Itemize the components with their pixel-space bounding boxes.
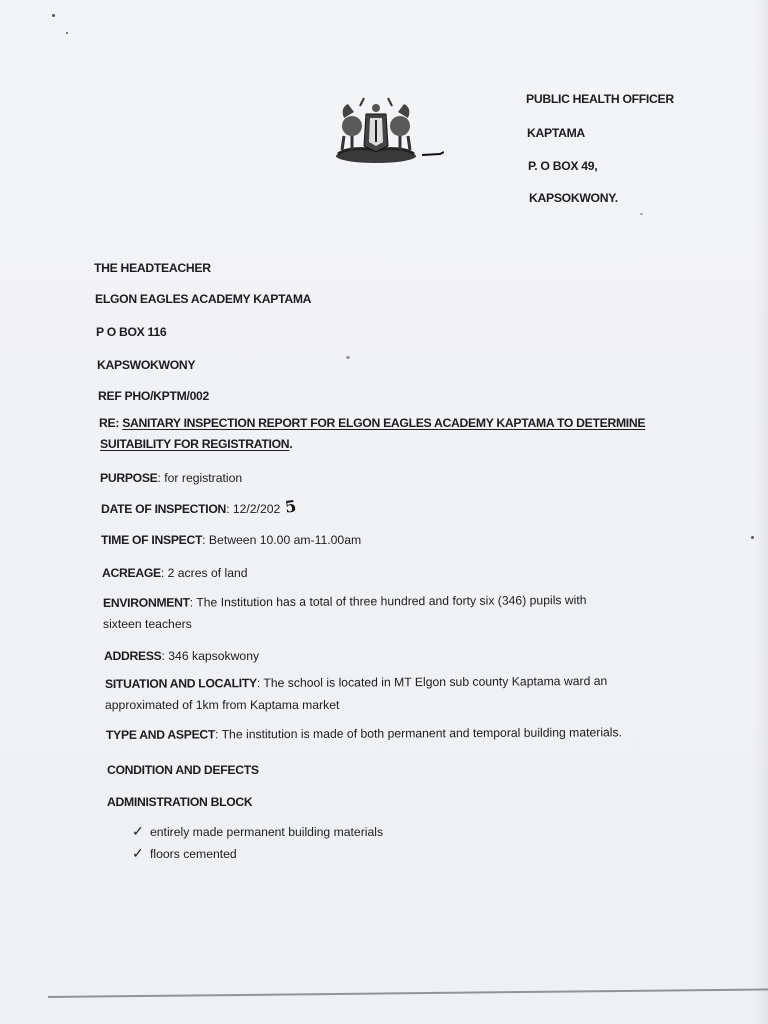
recipient-box: P O BOX 116 [96,325,167,339]
date-row [101,502,280,517]
scan-speck [52,14,55,17]
subject-end: . [289,437,293,451]
scan-speck [346,356,350,359]
subject-line-1 [99,416,645,431]
sender-location: KAPTAMA [527,126,585,140]
sender-box: P. O BOX 49, [528,159,598,173]
scan-speck [751,536,754,539]
situation-label: SITUATION AND LOCALITY [104,676,257,691]
situation-value: : The school is located in MT Elgon sub county Kaptama ward an [256,673,608,691]
date-value: : 12/2/202 [226,502,281,516]
address-label: ADDRESS [104,649,162,663]
list-item [132,846,237,862]
purpose-label: PURPOSE [100,471,158,485]
subject-line-2 [100,437,292,452]
acreage-value: : 2 acres of land [160,566,248,580]
date-label: DATE OF INSPECTION [101,502,227,516]
type-row [106,725,622,743]
list-item-text: entirely made permanent building materials [150,825,384,839]
subject-prefix: RE: [99,416,123,430]
environment-cont: sixteen teachers [103,617,192,631]
recipient-title: THE HEADTEACHER [94,261,211,275]
recipient-town: KAPSWOKWONY [97,358,196,372]
type-label: TYPE AND ASPECT [105,727,216,742]
paper-fold-line [48,988,768,998]
environment-label: ENVIRONMENT [102,595,190,610]
list-item-text: floors cemented [150,847,237,861]
environment-value: : The Institution has a total of three hundred and forty six (346) pupils with [189,593,587,610]
check-icon: ✓ [132,823,144,839]
scan-speck [640,213,643,215]
subject-title-cont: SUITABILITY FOR REGISTRATION [100,437,290,451]
type-value: : The institution is made of both permanent and temporal building materials. [215,725,623,742]
sender-town: KAPSOKWONY. [529,191,618,205]
acreage-label: ACREAGE [102,566,161,580]
purpose-value: : for registration [157,471,243,485]
time-label: TIME OF INSPECT [101,533,203,547]
time-value: : Between 10.00 am-11.00am [202,533,362,547]
list-item [132,824,383,840]
address-value: : 346 kapsokwony [161,649,260,663]
handwritten-correction: 5 [283,496,298,517]
section-admin: ADMINISTRATION BLOCK [107,795,253,809]
situation-row [105,674,607,692]
acreage-row [102,566,248,581]
situation-cont: approximated of 1km from Kaptama market [105,698,340,712]
ink-stroke-icon [422,150,444,158]
paper-edge [754,0,768,1024]
check-icon: ✓ [132,845,144,861]
sender-office: PUBLIC HEALTH OFFICER [526,92,674,106]
time-row [101,533,361,548]
environment-row [103,593,587,611]
recipient-school: ELGON EAGLES ACADEMY KAPTAMA [95,292,312,306]
purpose-row [100,471,242,486]
reference-number: REF PHO/KPTM/002 [98,389,210,403]
section-condition: CONDITION AND DEFECTS [107,763,259,777]
kenya-coat-of-arms-icon [330,94,422,166]
subject-title: SANITARY INSPECTION REPORT FOR ELGON EAGLES ACADEMY KAPTAMA TO DETERMINE [122,416,646,430]
scan-speck [66,32,68,34]
address-row [104,649,259,664]
